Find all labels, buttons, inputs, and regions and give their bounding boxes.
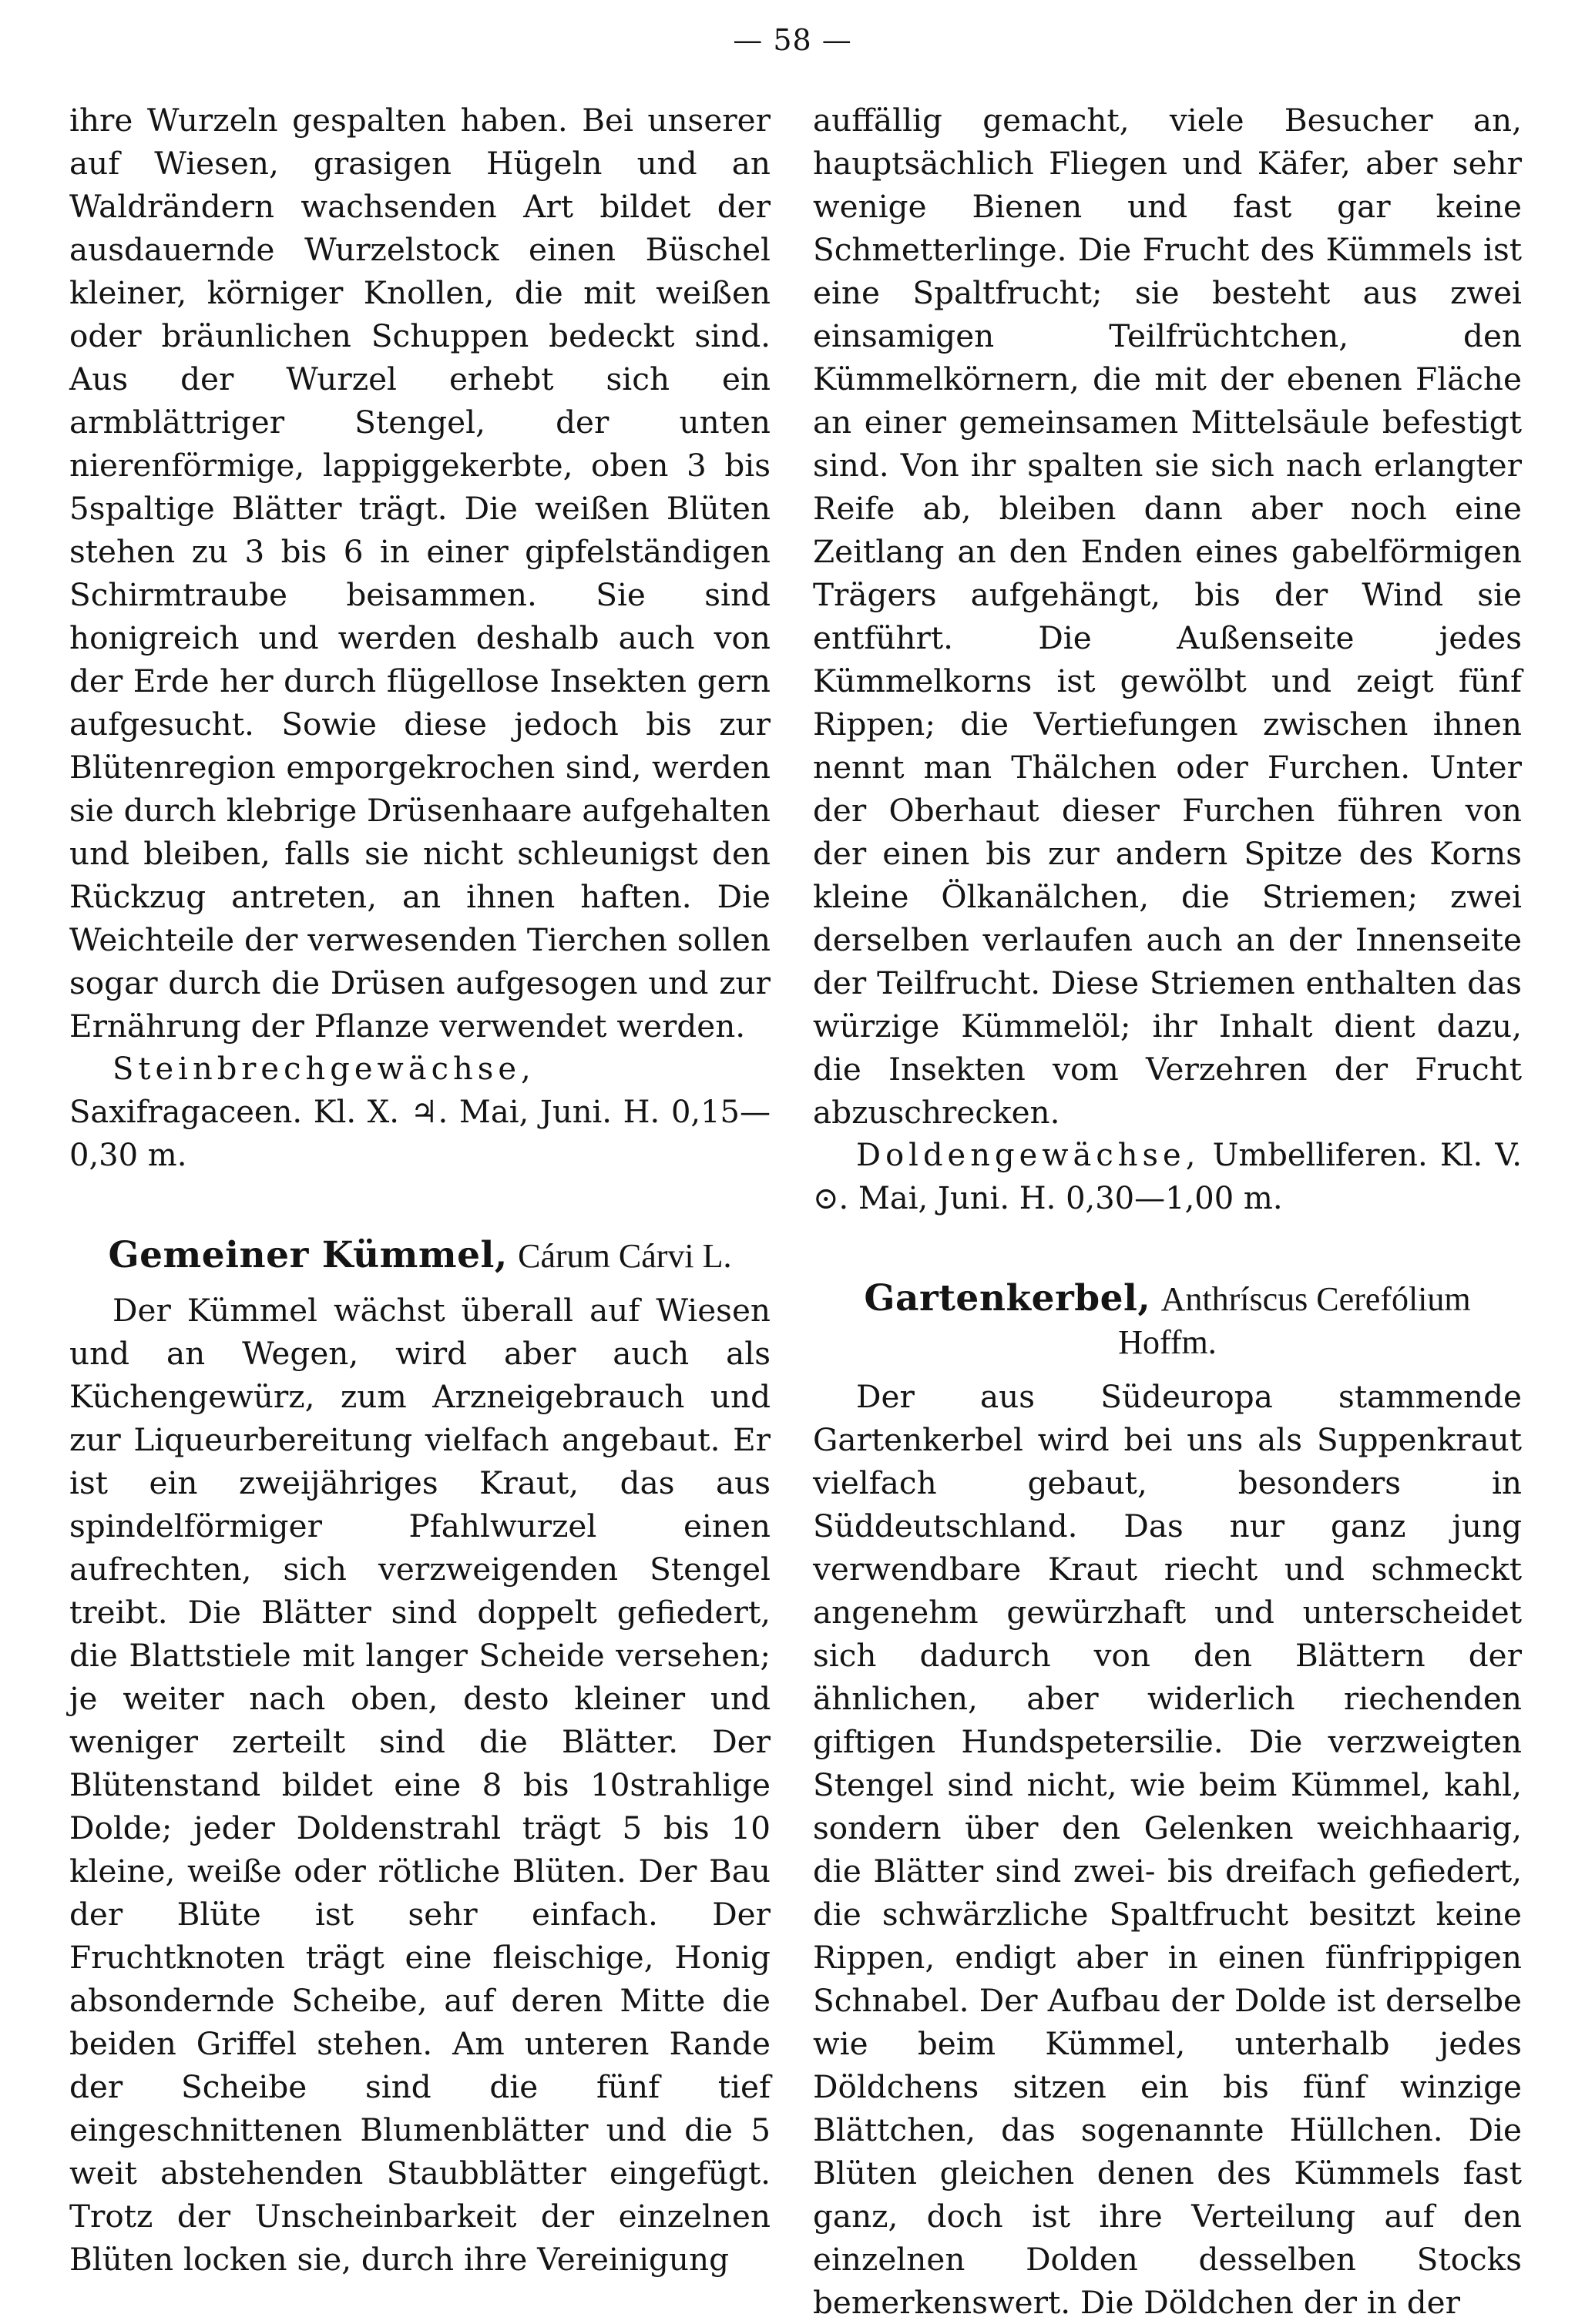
kuemmel-common-name: Gemeiner Kümmel,	[108, 1234, 508, 1276]
kuemmel-latin-name: Cárum Cárvi L.	[518, 1237, 732, 1275]
page-number: — 58 —	[733, 23, 852, 57]
intro-classification	[69, 1048, 771, 1177]
kuemmel-classification	[813, 1134, 1522, 1220]
gartenkerbel-common-name: Gartenkerbel,	[864, 1277, 1151, 1320]
right-column	[813, 99, 1522, 2324]
kuemmel-heading	[69, 1234, 771, 1278]
intro-class-details: Saxifragaceen. Kl. X. ♃. Mai, Juni. H. 0,15—0,30 m.	[69, 1095, 771, 1173]
kuemmel-family-name: Doldengewächse,	[856, 1138, 1201, 1173]
kuemmel-text-continued: auffällig gemacht, viele Besucher an, hauptsächlich Fliegen und Käfer, aber sehr wenige Bienen und fast gar keine Schmetterlinge. Die Frucht des Kümmels ist eine Spaltfrucht; sie besteht aus zwei einsamigen Teilfrüchtchen, den Kümmelkörnern, die mit der ebenen Fläche an einer gemeinsamen Mittelsäule befestigt sind. Von ihr spalten sie sich nach erlangter Reife ab, bleiben dann aber noch eine Zeitlang an den Enden eines gabelförmigen Trägers aufgehängt, bis der Wind sie entführt. Die Außenseite jedes Kümmelkorns ist gewölbt und zeigt fünf Rippen; die Vertiefungen zwischen ihnen nennt man Thälchen oder Furchen. Unter der Oberhaut dieser Furchen führen von der einen bis zur andern Spitze des Korns kleine Ölkanälchen, die Striemen; zwei derselben verlaufen auch an der Innenseite der Teilfrucht. Diese Striemen enthalten das würzige Kümmelöl; ihr Inhalt dient dazu, die Insekten vom Verzehren der Frucht abzuschrecken.	[813, 102, 1522, 1131]
gartenkerbel-heading	[813, 1277, 1522, 1364]
left-column	[69, 99, 771, 2281]
intro-paragraph: ihre Wurzeln gespalten haben. Bei unserer auf Wiesen, grasigen Hügeln und an Waldrändern wachsenden Art bildet der ausdauernde Wurzelstock einen Büschel kleiner, körniger Knollen, die mit weißen oder bräunlichen Schuppen bedeckt sind. Aus der Wurzel erhebt sich ein armblättriger Stengel, der unten nierenförmige, lappiggekerbte, oben 3 bis 5spaltige Blätter trägt. Die weißen Blüten stehen zu 3 bis 6 in einer gipfelständigen Schirmtraube beisammen. Sie sind honigreich und werden deshalb auch von der Erde her durch flügellose Insekten gern aufgesucht. Sowie diese jedoch bis zur Blütenregion emporgekrochen sind, werden sie durch klebrige Drüsenhaare aufgehalten und bleiben, falls sie nicht schleunigst den Rückzug antreten, an ihnen haften. Die Weichteile der verwesenden Tierchen sollen sogar durch die Drüsen aufgesogen und zur Ernährung der Pflanze verwendet werden.	[69, 102, 771, 1045]
intro-family-name: Steinbrechgewächse,	[112, 1051, 536, 1087]
gartenkerbel-latin-name: Anthríscus Cerefólium Hoffm.	[1118, 1280, 1471, 1361]
kuemmel-class-details: Umbelliferen. Kl. V. ⊙. Mai, Juni. H. 0,30—1,00 m.	[813, 1138, 1522, 1216]
kuemmel-text: Der Kümmel wächst überall auf Wiesen und an Wegen, wird aber auch als Küchengewürz, zum Arzneigebrauch und zur Liqueurbereitung vielfach angebaut. Er ist ein zweijähriges Kraut, das aus spindelförmiger Pfahlwurzel einen aufrechten, sich verzweigenden Stengel treibt. Die Blätter sind doppelt gefiedert, die Blattstiele mit langer Scheide versehen; je weiter nach oben, desto kleiner und weniger zerteilt sind die Blätter. Der Blütenstand bildet eine 8 bis 10strahlige Dolde; jeder Doldenstrahl trägt 5 bis 10 kleine, weiße oder rötliche Blüten. Der Bau der Blüte ist sehr einfach. Der Fruchtknoten trägt eine fleischige, Honig absondernde Scheibe, auf deren Mitte die beiden Griffel stehen. Am unteren Rande der Scheibe sind die fünf tief eingeschnittenen Blumenblätter und die 5 weit abstehenden Staubblätter eingefügt. Trotz der Unscheinbarkeit der einzelnen Blüten locken sie, durch ihre Vereinigung	[69, 1292, 771, 2278]
gartenkerbel-text: Der aus Südeuropa stammende Gartenkerbel wird bei uns als Suppenkraut vielfach gebaut, besonders in Süddeutschland. Das nur ganz jung verwendbare Kraut riecht und schmeckt angenehm gewürzhaft und unterscheidet sich dadurch von den Blättern der ähnlichen, aber widerlich riechenden giftigen Hundspetersilie. Die verzweigten Stengel sind nicht, wie beim Kümmel, kahl, sondern über den Gelenken weichhaarig, die Blätter sind zwei- bis dreifach gefiedert, die schwärzliche Spaltfrucht besitzt keine Rippen, endigt aber in einen fünfrippigen Schnabel. Der Aufbau der Dolde ist derselbe wie beim Kümmel, unterhalb jedes Döldchens sitzen ein bis fünf winzige Blättchen, das sogenannte Hüllchen. Die Blüten gleichen denen des Kümmels fast ganz, doch ist ihre Verteilung auf den einzelnen Dolden desselben Stocks bemerkenswert. Die Döldchen der in der	[813, 1378, 1522, 2321]
